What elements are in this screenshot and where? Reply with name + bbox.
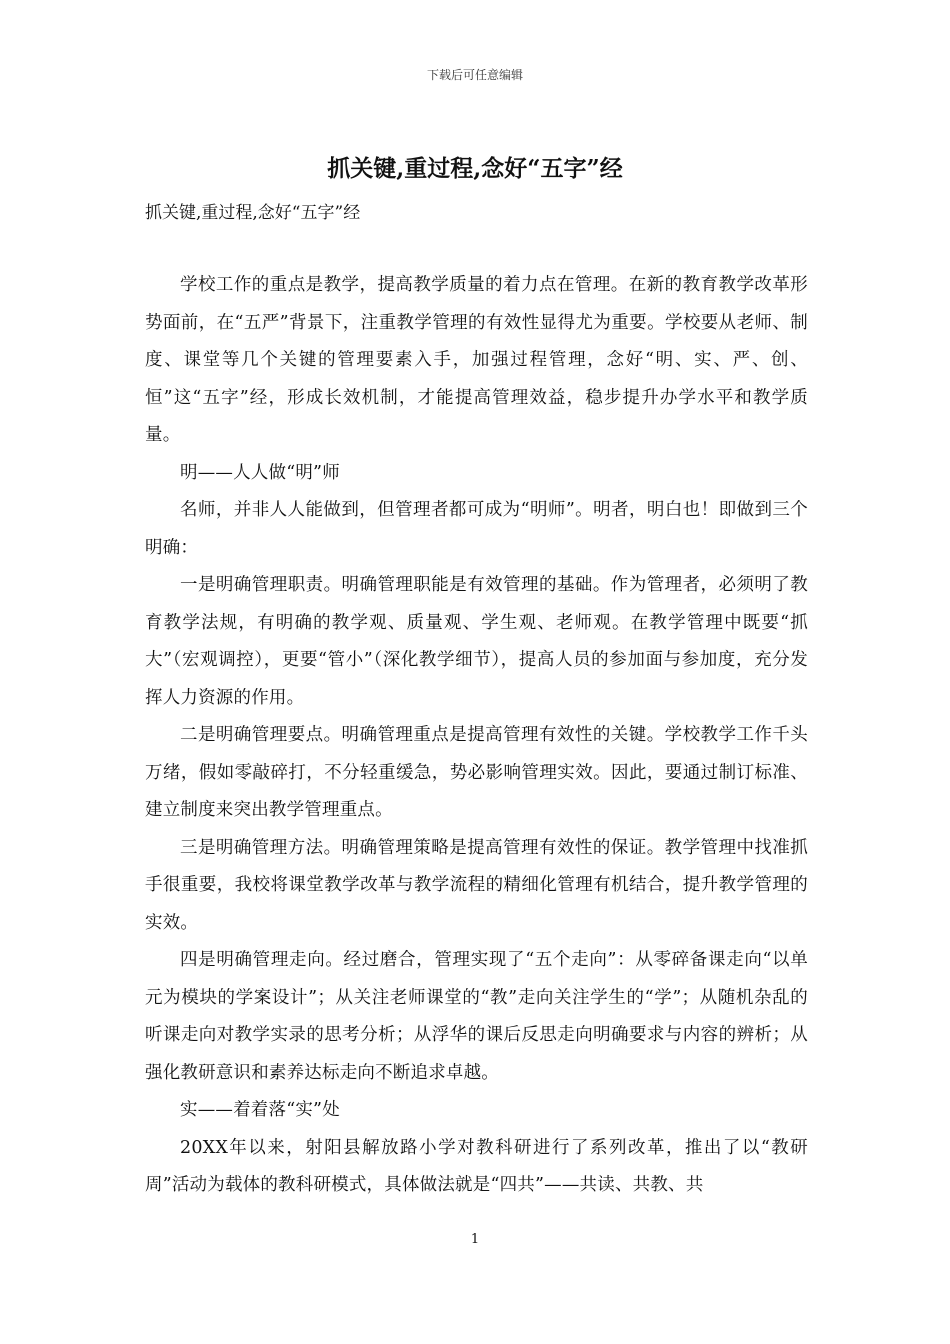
paragraph: 四是明确管理走向。经过磨合，管理实现了“五个走向”：从零碎备课走向“以单元为模块的学案设计”；从关注老师课堂的“教”走向关注学生的“学”；从随机杂乱的听课走向对教学实录的思考分析；从浮华的课后反思走向明确要求与内容的辨析；从强化教研意识和素养达标走向不断追求卓越。 (145, 950, 808, 1083)
paragraph: 一是明确管理职责。明确管理职能是有效管理的基础。作为管理者，必须明了教育教学法规，有明确的教学观、质量观、学生观、老师观。在教学管理中既要“抓大”（宏观调控），更要“管小”（深化教学细节），提高人员的参加面与参加度，充分发挥人力资源的作用。 (145, 575, 808, 708)
document-body (145, 267, 808, 1205)
document-title: 抓关键,重过程,念好“五字”经 (327, 155, 623, 182)
section-heading-shi: 实——着着落“实”处 (180, 1100, 340, 1120)
document-subtitle: 抓关键,重过程,念好“五字”经 (145, 203, 361, 223)
paragraph: 名师，并非人人能做到，但管理者都可成为“明师”。明者，明白也！即做到三个明确： (145, 500, 808, 558)
paragraph: 20XX年以来，射阳县解放路小学对教科研进行了系列改革，推出了以“教研周”活动为载体的教科研模式，具体做法就是“四共”——共读、共教、共 (145, 1137, 808, 1195)
header-note: 下载后可任意编辑 (426, 68, 523, 82)
paragraph: 学校工作的重点是教学，提高教学质量的着力点在管理。在新的教育教学改革形势面前，在“五严”背景下，注重教学管理的有效性显得尤为重要。学校要从老师、制度、课堂等几个关键的管理要素入手，加强过程管理，念好“明、实、严、创、恒”这“五字”经，形成长效机制，才能提高管理效益，稳步提升办学水平和教学质量。 (145, 275, 808, 445)
paragraph: 二是明确管理要点。明确管理重点是提高管理有效性的关键。学校教学工作千头万绪，假如零敲碎打，不分轻重缓急，势必影响管理实效。因此，要通过制订标准、建立制度来突出教学管理重点。 (145, 725, 808, 820)
section-heading-ming: 明——人人做“明”师 (180, 462, 340, 483)
page-number: 1 (470, 1232, 480, 1247)
paragraph: 三是明确管理方法。明确管理策略是提高管理有效性的保证。教学管理中找准抓手很重要，我校将课堂教学改革与教学流程的精细化管理有机结合，提升教学管理的实效。 (145, 837, 808, 933)
